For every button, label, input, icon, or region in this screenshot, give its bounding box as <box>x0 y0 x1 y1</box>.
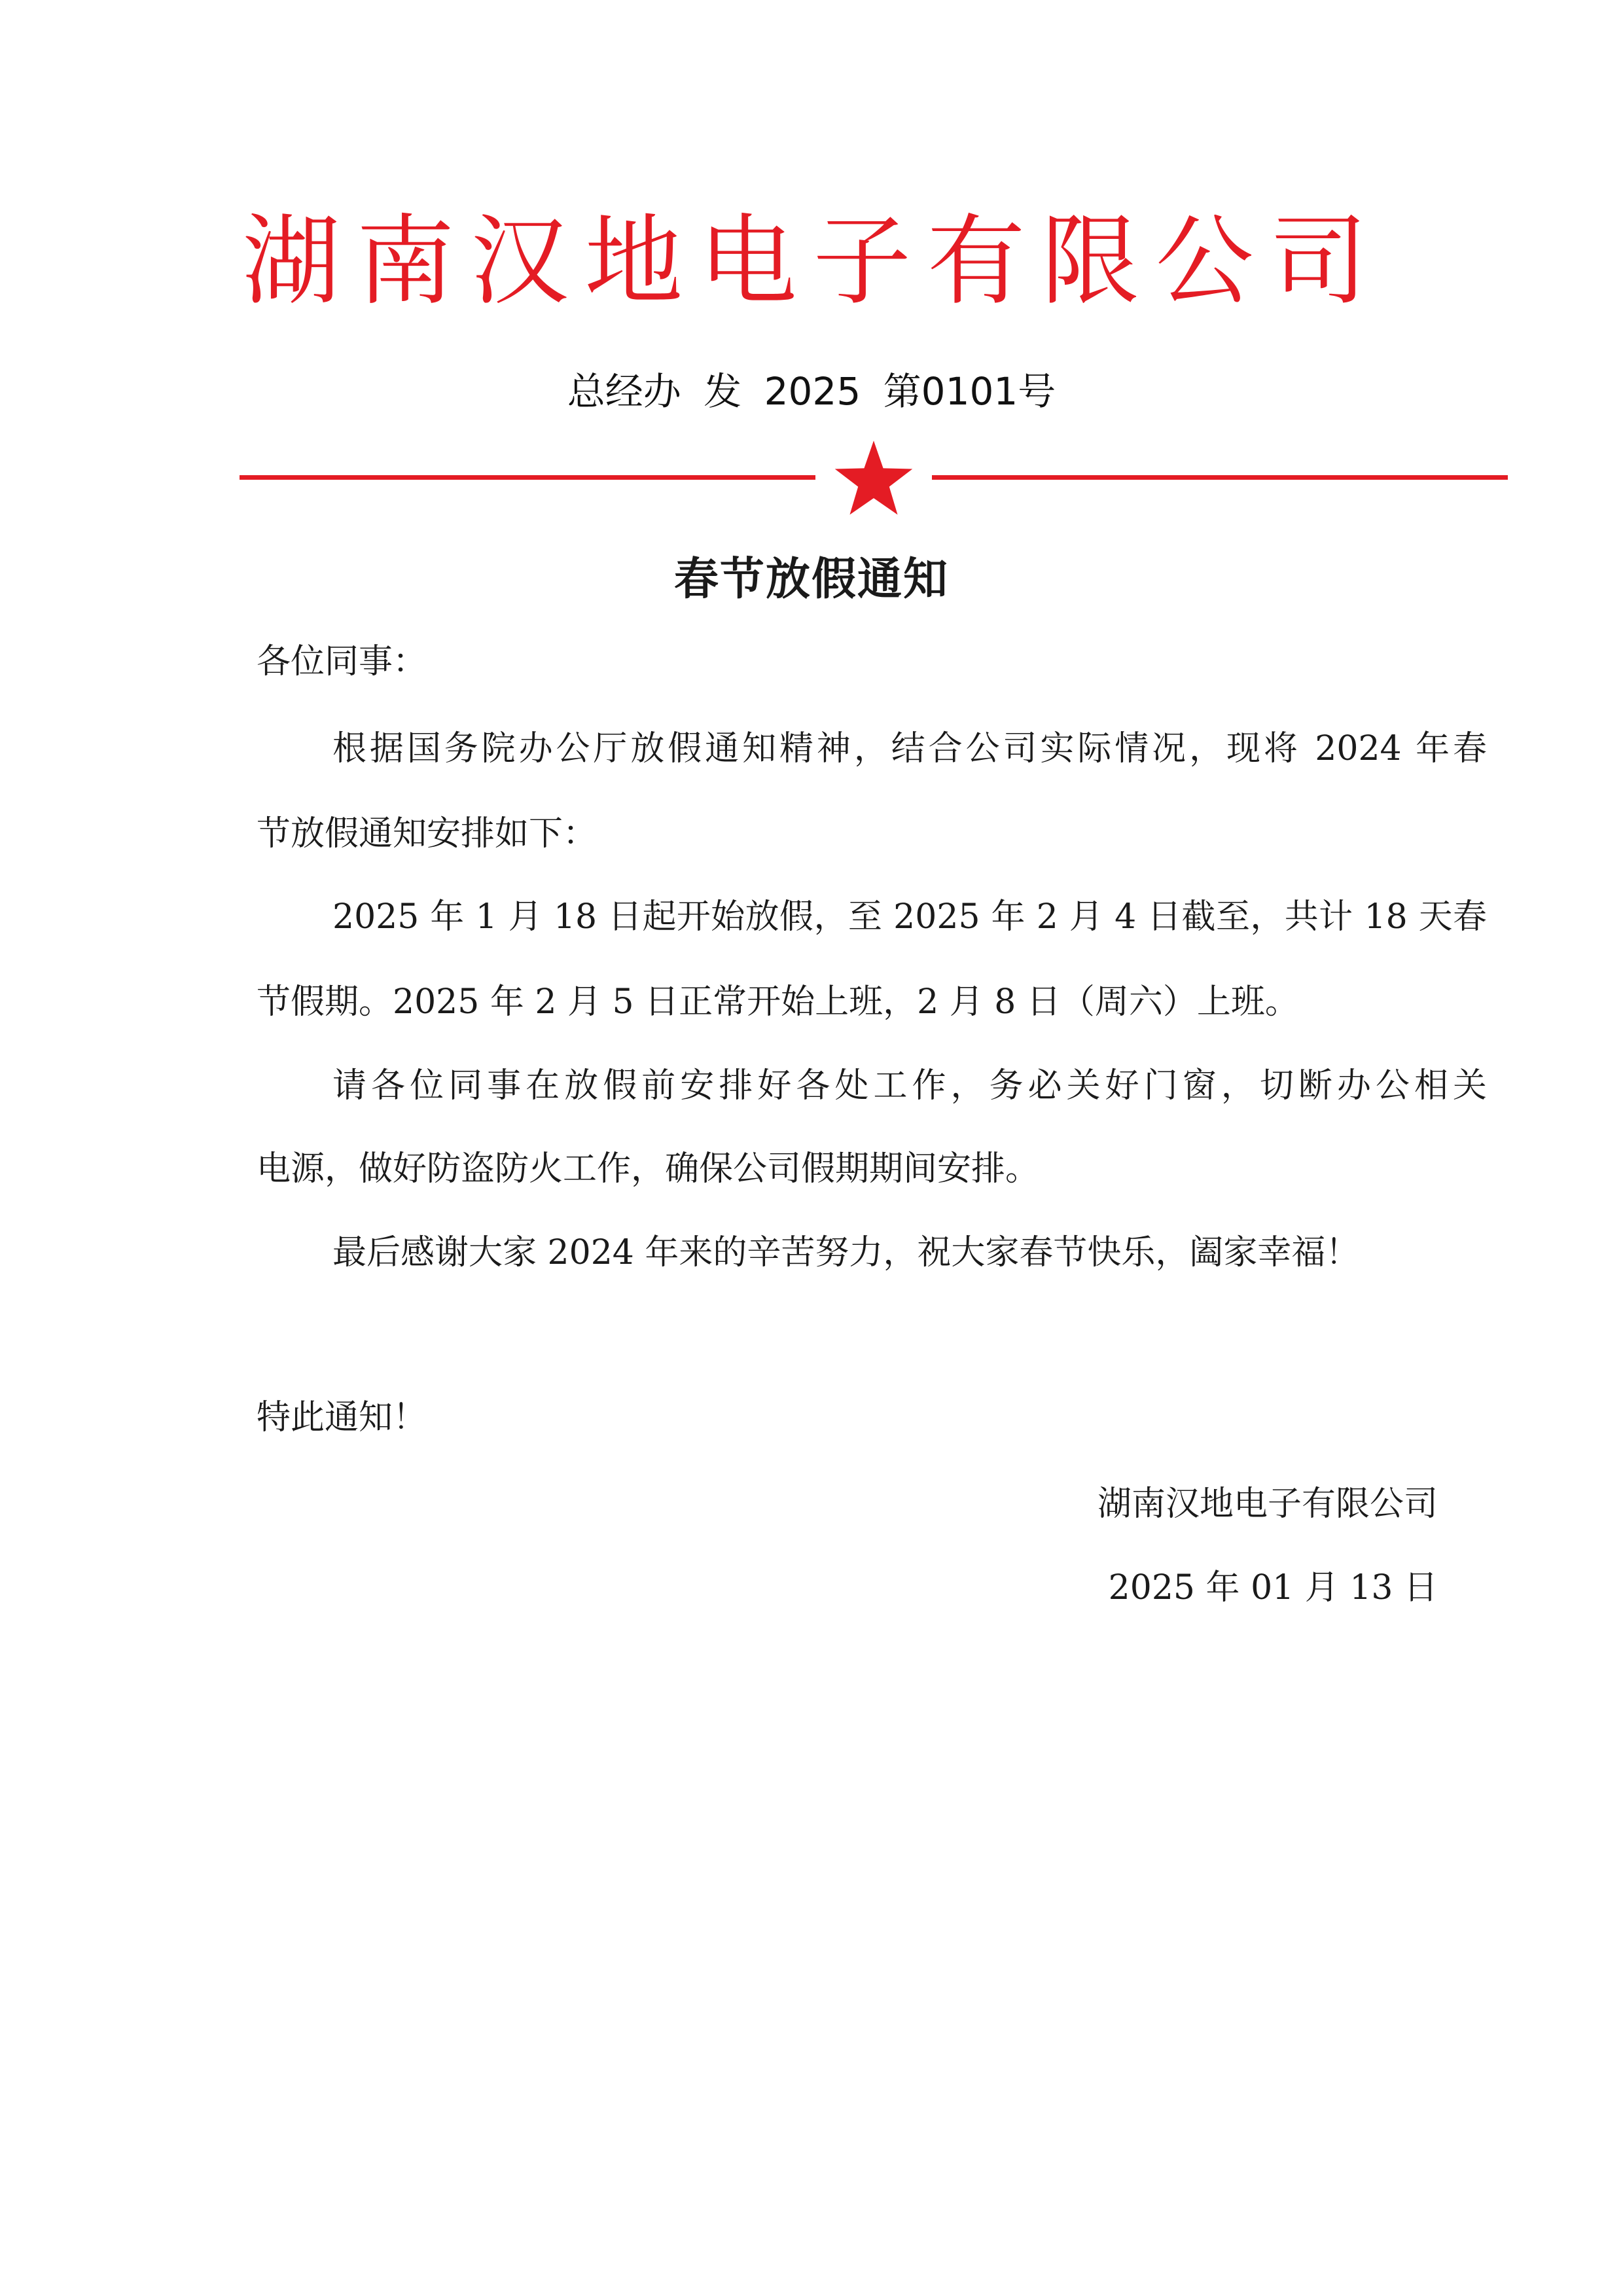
doc-office: 总经办 <box>567 369 681 414</box>
closing-remark: 特此通知！ <box>257 1398 427 1437</box>
paragraph-line: 最后感谢大家 2024 年来的辛苦努力，祝大家春节快乐，阖家幸福！ <box>332 1233 1360 1272</box>
star-icon <box>831 437 916 522</box>
company-letterhead <box>242 196 1368 327</box>
paragraph-line: 根据国务院办公厅放假通知精神，结合公司实际情况，现将 2024 年春 <box>332 729 1487 768</box>
red-divider-left <box>240 475 815 480</box>
letterhead-char: 公 <box>1155 205 1254 319</box>
letterhead-char: 湖 <box>242 205 341 319</box>
salutation: 各位同事： <box>257 642 427 681</box>
letterhead-char: 汉 <box>470 205 569 319</box>
letterhead-char: 限 <box>1041 205 1140 319</box>
document-number <box>0 365 1623 418</box>
letterhead-char: 子 <box>813 205 912 319</box>
letterhead-char: 电 <box>698 205 797 319</box>
doc-serial: 第0101号 <box>883 369 1056 414</box>
letterhead-char: 地 <box>584 205 683 319</box>
doc-year: 2025 <box>764 369 861 414</box>
paragraph-line: 2025 年 1 月 18 日起开始放假，至 2025 年 2 月 4 日截至，共计 18 天春 <box>332 897 1487 937</box>
letterhead-char: 有 <box>927 205 1026 319</box>
paragraph-line: 电源，做好防盗防火工作，确保公司假期期间安排。 <box>257 1149 1040 1189</box>
notice-title: 春节放假通知 <box>673 553 949 605</box>
red-divider-right <box>932 475 1508 480</box>
paragraph-line: 节假期。2025 年 2 月 5 日正常开始上班，2 月 8 日（周六）上班。 <box>257 982 1299 1022</box>
paragraph-line: 请各位同事在放假前安排好各处工作，务必关好门窗，切断办公相关 <box>332 1066 1487 1105</box>
doc-issue: 发 <box>704 369 742 414</box>
paragraph-line: 节放假通知安排如下： <box>257 814 597 853</box>
letterhead-char: 司 <box>1269 205 1368 319</box>
signature-organization: 湖南汉地电子有限公司 <box>1097 1484 1438 1524</box>
letterhead-char: 南 <box>356 205 455 319</box>
signature-date: 2025 年 01 月 13 日 <box>1108 1568 1438 1607</box>
